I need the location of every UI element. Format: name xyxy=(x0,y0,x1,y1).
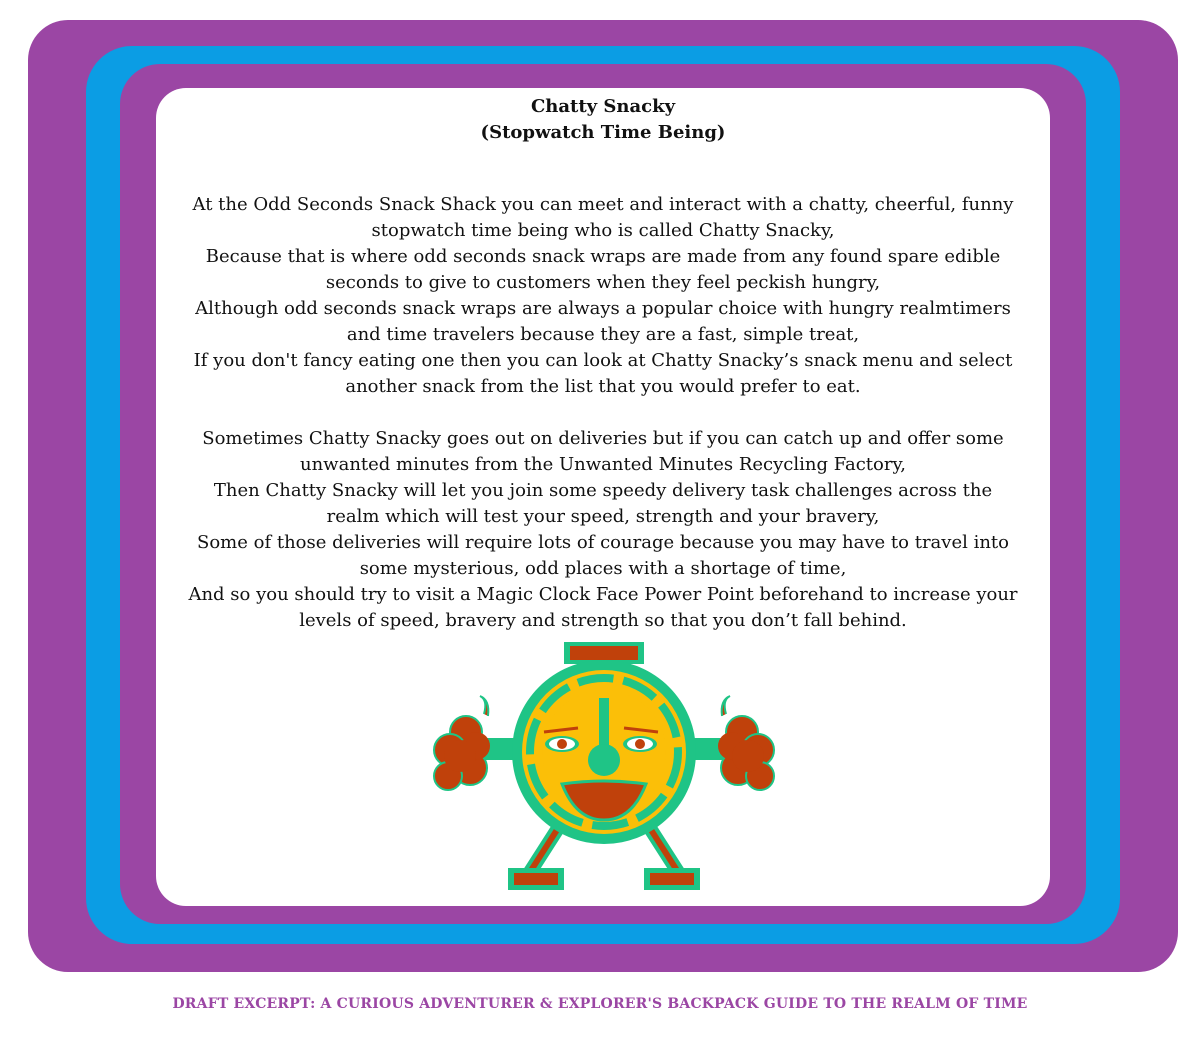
page-card xyxy=(156,88,1050,906)
verse-line: If you don't fancy eating one then you can look at Chatty Snacky’s snack menu and select another snack from the list that you would prefer to eat. xyxy=(193,350,1013,397)
verse-line: Because that is where odd seconds snack wraps are made from any found spare edible seconds to give to customers when they feel peckish hungry, xyxy=(205,246,1001,293)
right-leg xyxy=(644,822,700,890)
verse-line: Then Chatty Snacky will let you join some speedy delivery task challenges across the realm which will test your speed, strength and your bravery, xyxy=(213,480,993,527)
stopwatch-character-illustration xyxy=(422,642,786,898)
clock-hand xyxy=(599,698,609,752)
clock-centre xyxy=(588,744,620,776)
paragraph-2 xyxy=(188,426,1018,634)
verse-line: Sometimes Chatty Snacky goes out on deliveries but if you can catch up and offer some unwanted minutes from the Unwanted Minutes Recycling Factory, xyxy=(202,428,1004,475)
footer-caption: DRAFT EXCERPT: A CURIOUS ADVENTURER & EXPLORER'S BACKPACK GUIDE TO THE REALM OF TIME xyxy=(172,996,1028,1012)
right-hand xyxy=(718,696,774,790)
page-subtitle: (Stopwatch Time Being) xyxy=(480,122,726,143)
verse-line: Although odd seconds snack wraps are always a popular choice with hungry realmtimers and time travelers because they are a fast, simple treat, xyxy=(195,298,1011,345)
page-content xyxy=(156,94,1050,634)
verse-line: At the Odd Seconds Snack Shack you can meet and interact with a chatty, cheerful, funny stopwatch time being who is called Chatty Snacky, xyxy=(192,194,1014,241)
page-title: Chatty Snacky xyxy=(530,96,676,117)
verse-line: Some of those deliveries will require lots of courage because you may have to travel into some mysterious, odd places with a shortage of time, xyxy=(197,532,1009,579)
stopwatch-button xyxy=(570,646,638,660)
left-leg xyxy=(508,822,564,890)
verse-line: And so you should try to visit a Magic Clock Face Power Point beforehand to increase your levels of speed, bravery and strength so that you don’t fall behind. xyxy=(188,584,1018,631)
left-hand xyxy=(434,696,490,790)
paragraph-1 xyxy=(188,192,1018,400)
